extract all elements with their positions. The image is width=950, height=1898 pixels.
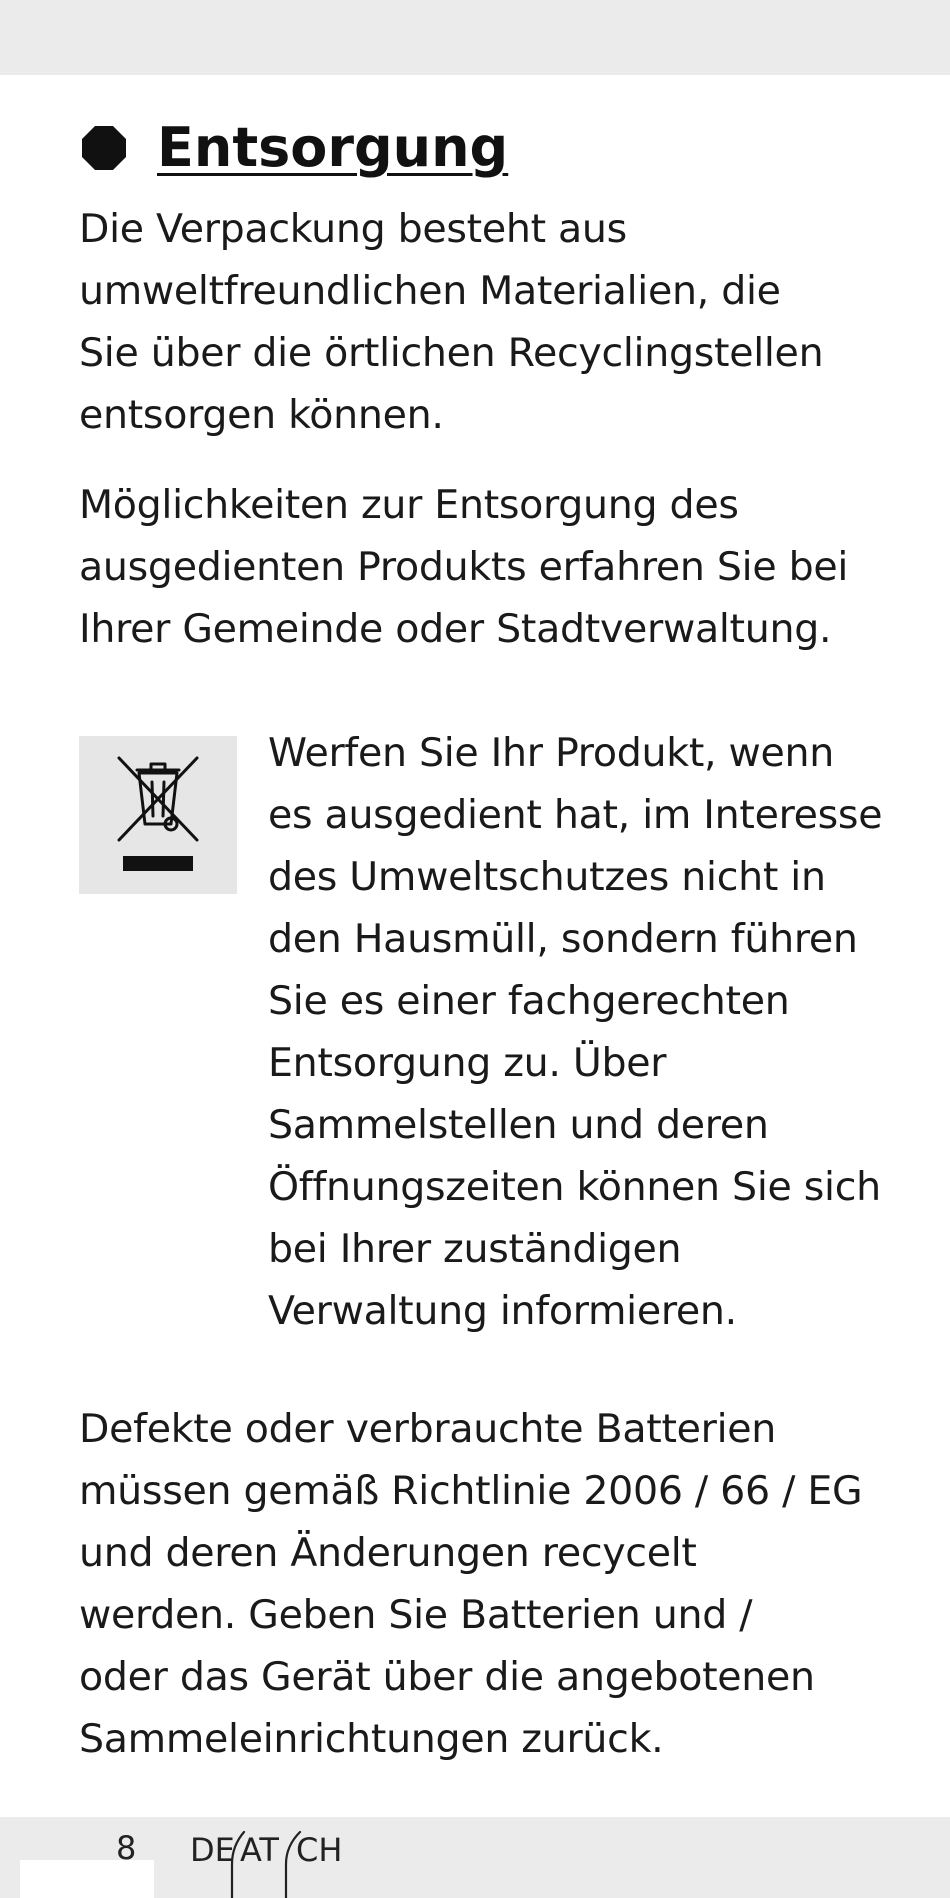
crossed-out-wheelie-bin-icon [79,736,237,894]
text-line: Werfen Sie Ihr Produkt, wenn [268,730,834,776]
text-line: Verwaltung informieren. [268,1288,737,1334]
text-line: Möglichkeiten zur Entsorgung des [79,482,739,528]
weee-symbol-box [79,736,237,894]
disposal-options-paragraph [79,474,848,660]
text-line: Sammeleinrichtungen zurück. [79,1716,664,1762]
text-line: es ausgedient hat, im Interesse [268,792,883,838]
text-line: oder das Gerät über die angebotenen [79,1654,815,1700]
text-line: Sie es einer fachgerechten [268,978,790,1024]
text-line: Defekte oder verbrauchte Batterien [79,1406,776,1452]
section-title: Entsorgung [157,116,509,179]
batteries-paragraph [79,1398,862,1770]
text-line: Sie über die örtlichen Recyclingstellen [79,330,824,376]
text-line: Entsorgung zu. Über [268,1040,667,1086]
language-code-at: AT [240,1831,279,1869]
weee-paragraph [268,722,882,1342]
text-line: bei Ihrer zuständigen [268,1226,682,1272]
octagon-bullet-icon [80,124,128,172]
text-line: Sammelstellen und deren [268,1102,769,1148]
text-line: müssen gemäß Richtlinie 2006 / 66 / EG [79,1468,863,1514]
text-line: des Umweltschutzes nicht in [268,854,826,900]
packaging-paragraph [79,198,823,446]
page-number: 8 [116,1829,137,1867]
language-code-de: DE [190,1831,235,1869]
text-line: und deren Änderungen recycelt [79,1530,697,1576]
text-line: entsorgen können. [79,392,444,438]
text-line: Die Verpackung besteht aus [79,206,627,252]
text-line: umweltfreundlichen Materialien, die [79,268,781,314]
section-heading [80,112,508,184]
top-band [0,0,950,75]
language-codes [190,1816,390,1898]
text-line: Öffnungszeiten können Sie sich [268,1164,881,1210]
text-line: werden. Geben Sie Batterien und / [79,1592,753,1638]
language-code-ch: CH [296,1831,343,1869]
text-line: ausgedienten Produkts erfahren Sie bei [79,544,849,590]
text-line: den Hausmüll, sondern führen [268,916,858,962]
text-line: Ihrer Gemeinde oder Stadtverwaltung. [79,606,832,652]
